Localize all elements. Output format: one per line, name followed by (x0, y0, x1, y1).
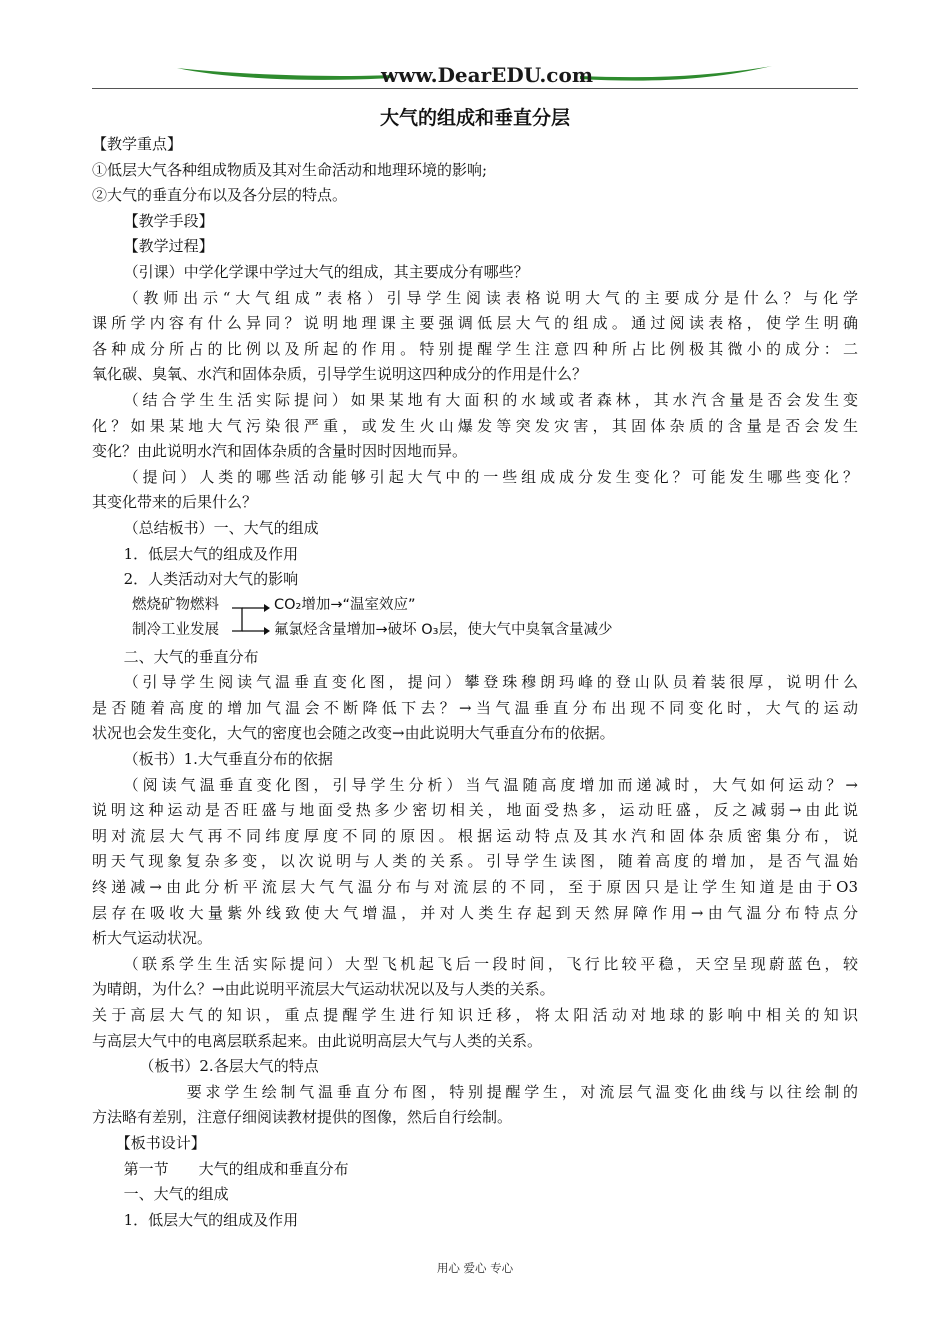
text-line: 课所学内容有什么异同？说明地理课主要强调低层大气的组成。通过阅读表格，使学生明确 (92, 314, 858, 333)
diagram-result-co2: CO₂增加→“温室效应” (274, 596, 416, 613)
pollution-flow-diagram (92, 593, 858, 645)
text-line: 2．人类活动对大气的影响 (123, 570, 299, 589)
text-line: 与高层大气中的电离层联系起来。由此说明高层大气与人类的关系。 (92, 1031, 543, 1050)
diagram-result-ozone: 氟氯烃含量增加→破坏 O₃层，使大气中臭氧含量减少 (274, 621, 613, 638)
text-line: 【板书设计】 (115, 1133, 206, 1152)
text-line: ②大气的垂直分布以及各分层的特点。 (92, 186, 348, 205)
text-line: 明天气现象复杂多变，以次说明与人类的关系。引导学生读图，随着高度的增加，是否气温始 (92, 852, 858, 871)
text-line: 化？如果某地大气污染很严重，或发生火山爆发等突发灾害，其固体杂质的含量是否会发生 (92, 416, 858, 435)
text-line: 1．低层大气的组成及作用 (123, 544, 299, 563)
text-line: 为晴朗，为什么？→由此说明平流层大气运动状况以及与人类的关系。 (92, 980, 555, 999)
site-name: www.DearEDU.com (380, 63, 594, 87)
text-line: 1．低层大气的组成及作用 (123, 1210, 299, 1229)
text-line: 一、大气的组成 (123, 1185, 229, 1204)
text-line: 二、大气的垂直分布 (123, 647, 259, 666)
document-body (92, 132, 858, 1233)
text-line: （板书）1.大气垂直分布的依据 (123, 750, 333, 769)
text-line: （引导学生阅读气温垂直变化图，提问）攀登珠穆朗玛峰的登山队员着装很厚，说明什么 (123, 673, 858, 692)
text-line: （教师出示“大气组成”表格）引导学生阅读表格说明大气的主要成分是什么？与化学 (123, 288, 858, 307)
text-line: 【教学重点】 (92, 135, 183, 153)
text-line: 关于高层大气的知识，重点提醒学生进行知识迁移，将太阳活动对地球的影响中相关的知识 (92, 1006, 858, 1024)
text-line: （总结板书）一、大气的组成 (123, 518, 319, 537)
text-line: 状况也会发生变化，大气的密度也会随之改变→由此说明大气垂直分布的依据。 (92, 724, 615, 743)
text-line: （引课）中学化学课中学过大气的组成，其主要成分有哪些？ (123, 262, 529, 281)
text-line: 要求学生绘制气温垂直分布图，特别提醒学生，对流层气温变化曲线与以往绘制的 (186, 1082, 858, 1101)
text-line: 层存在吸收大量紫外线致使大气增温，并对人类生存起到天然屏障作用→由气温分布特点分 (92, 903, 858, 922)
text-line: （板书）2.各层大气的特点 (139, 1057, 319, 1076)
text-line: 方法略有差别，注意仔细阅读教材提供的图像，然后自行绘制。 (92, 1108, 513, 1127)
text-line: 变化？由此说明水汽和固体杂质的含量时因时因地而异。 (92, 442, 468, 461)
text-line: 【教学手段】 (123, 211, 214, 230)
left-swoosh-decoration (177, 68, 392, 80)
text-line: （提问）人类的哪些活动能够引起大气中的一些组成成分发生变化？可能发生哪些变化？ (123, 467, 858, 486)
right-swoosh-decoration (580, 66, 772, 81)
text-line: 其变化带来的后果什么？ (92, 493, 258, 512)
text-line: 析大气运动状况。 (92, 929, 213, 948)
diagram-source-fuel: 燃烧矿物燃料 (132, 596, 219, 613)
text-line: 氧化碳、臭氧、水汽和固体杂质，引导学生说明这四种成分的作用是什么？ (92, 365, 588, 384)
text-line: 第一节 大气的组成和垂直分布 (123, 1159, 349, 1178)
text-line: 是否随着高度的增加气温会不断降低下去？→当气温垂直分布出现不同变化时，大气的运动 (92, 698, 858, 717)
text-line: 终递减→由此分析平流层大气气温分布与对流层的不同，至于原因只是让学生知道是由于O3 (92, 878, 858, 897)
text-line: 【教学过程】 (123, 237, 214, 256)
text-line: ①低层大气各种组成物质及其对生命活动和地理环境的影响; (92, 160, 488, 179)
header-rule (92, 88, 858, 89)
text-line: （阅读气温垂直变化图，引导学生分析）当气温随高度增加而递减时，大气如何运动？→ (123, 775, 858, 794)
diagram-arrows (230, 595, 270, 637)
text-line: 明对流层大气再不同纬度厚度不同的原因。根据运动特点及其水汽和固体杂质密集分布，说 (92, 826, 858, 845)
text-line: （联系学生生活实际提问）大型飞机起飞后一段时间，飞行比较平稳，天空呈现蔚蓝色，较 (123, 954, 858, 973)
diagram-source-refrigeration: 制冷工业发展 (132, 621, 219, 638)
text-line: 说明这种运动是否旺盛与地面受热多少密切相关，地面受热多，运动旺盛，反之减弱→由此说 (92, 801, 858, 820)
text-line: 各种成分所占的比例以及所起的作用。特别提醒学生注意四种所占比例极其微小的成分：二 (92, 339, 858, 358)
page-title: 大气的组成和垂直分层 (379, 107, 570, 129)
site-header-banner (92, 58, 858, 90)
page-footer: 用心 爱心 专心 (436, 1261, 514, 1275)
text-line: （结合学生生活实际提问）如果某地有大面积的水域或者森林，其水汽含量是否会发生变 (123, 390, 858, 409)
